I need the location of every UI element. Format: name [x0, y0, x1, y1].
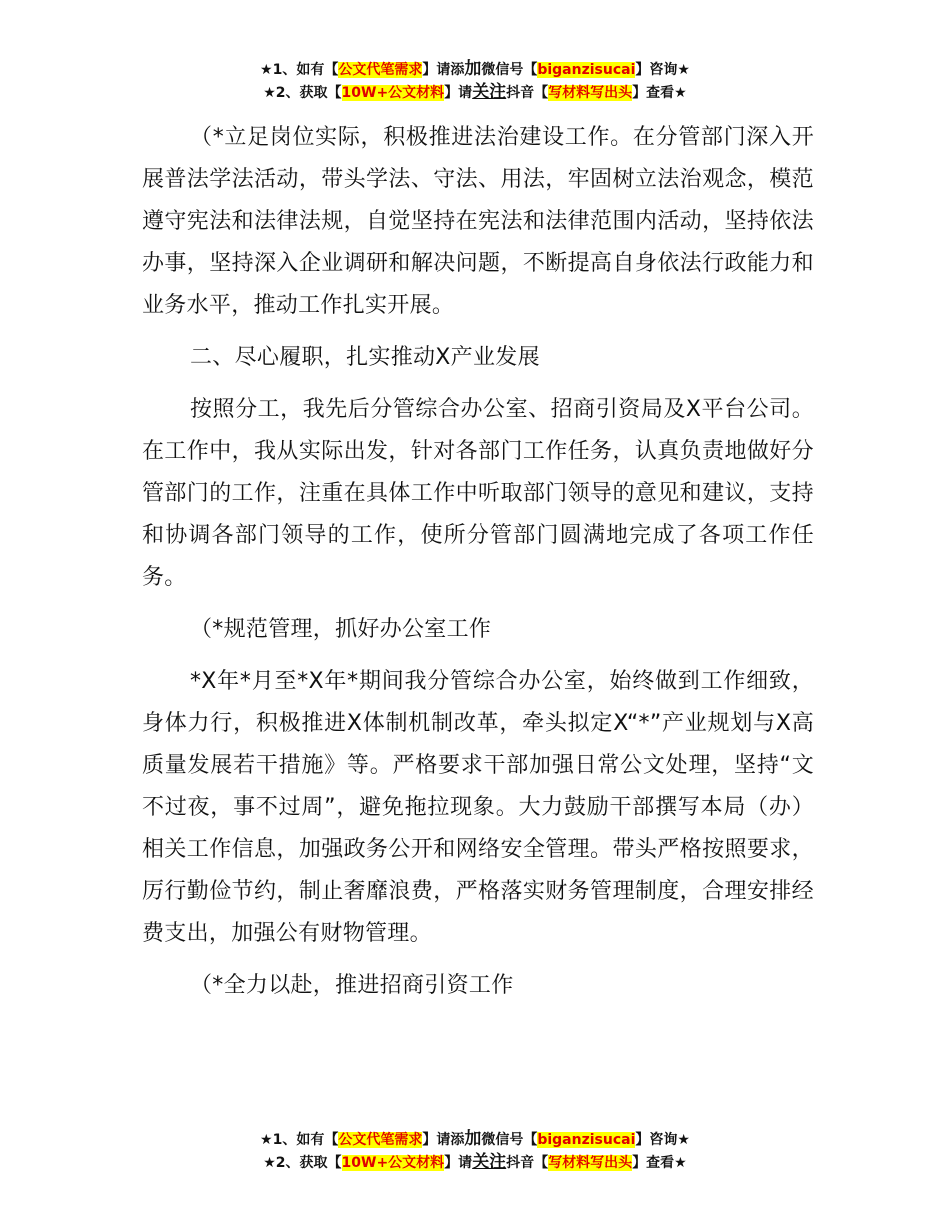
banner-text: ★2、获取【 [263, 85, 342, 101]
banner-line-1 [0, 58, 950, 81]
banner-highlight: 写材料写出头 [548, 1155, 633, 1171]
banner-text: 】咨询★ [635, 62, 690, 78]
banner-highlight: 10W+公文材料 [341, 1155, 445, 1171]
paragraph: *X年*月至*X年*期间我分管综合办公室，始终做到工作细致，身体力行，积极推进X体制机制改革，牵头拟定X“*”产业规划与X高质量发展若干措施》等。严格要求干部加强日常公文处理，坚持“文不过夜，事不过周”，避免拖拉现象。大力鼓励干部撰写本局（办）相关工作信息，加强政务公开和网络安全管理。带头严格按照要求，厉行勤俭节约，制止奢靡浪费，严格落实财务管理制度，合理安排经费支出，加强公有财物管理。 [142, 669, 814, 946]
banner-text: ★2、获取【 [263, 1155, 342, 1171]
banner-text: 】查看★ [632, 85, 687, 101]
banner-text: 】请添 [422, 62, 465, 78]
banner-text: 】请 [444, 85, 473, 101]
banner-line-2 [0, 81, 950, 104]
paragraph: （*立足岗位实际，积极推进法治建设工作。在分管部门深入开展普法学法活动，带头学法、守法、用法，牢固树立法治观念，模范遵守宪法和法律法规，自觉坚持在宪法和法律范围内活动，坚持依法办事，坚持深入企业调研和解决问题，不断提高自身依法行政能力和业务水平，推动工作扎实开展。 [142, 125, 814, 318]
header-banner [0, 58, 950, 104]
banner-text: 微信号【 [481, 1132, 538, 1148]
banner-highlight: 写材料写出头 [548, 85, 633, 101]
subsection-heading: （*全力以赴，推进招商引资工作 [190, 973, 514, 998]
footer-banner [0, 1128, 950, 1174]
banner-text: 关注 [472, 1152, 507, 1172]
section-heading: 二、尽心履职，扎实推动X产业发展 [190, 345, 540, 370]
banner-highlight: 10W+公文材料 [341, 85, 445, 101]
banner-text: ★1、如有【 [260, 1132, 339, 1148]
banner-text: 】请 [444, 1155, 473, 1171]
banner-text: ★1、如有【 [260, 62, 339, 78]
banner-text: 】请添 [422, 1132, 465, 1148]
paragraph: 按照分工，我先后分管综合办公室、招商引资局及X平台公司。在工作中，我从实际出发，针对各部门工作任务，认真负责地做好分管部门的工作，注重在具体工作中听取部门领导的意见和建议，支持和协调各部门领导的工作，使所分管部门圆满地完成了各项工作任务。 [142, 397, 814, 590]
banner-text: 加 [464, 1129, 482, 1149]
document-body [142, 117, 814, 1017]
banner-line-1 [0, 1128, 950, 1151]
banner-text: 关注 [472, 82, 507, 102]
banner-highlight: biganzisucai [537, 62, 636, 78]
banner-highlight: biganzisucai [537, 1132, 636, 1148]
banner-text: 】咨询★ [635, 1132, 690, 1148]
banner-text: 】查看★ [632, 1155, 687, 1171]
banner-highlight: 公文代笔需求 [338, 1132, 423, 1148]
banner-text: 抖音【 [506, 1155, 549, 1171]
banner-text: 加 [464, 59, 482, 79]
banner-text: 抖音【 [506, 85, 549, 101]
subsection-heading: （*规范管理，抓好办公室工作 [190, 617, 492, 642]
banner-line-2 [0, 1151, 950, 1174]
banner-highlight: 公文代笔需求 [338, 62, 423, 78]
banner-text: 微信号【 [481, 62, 538, 78]
